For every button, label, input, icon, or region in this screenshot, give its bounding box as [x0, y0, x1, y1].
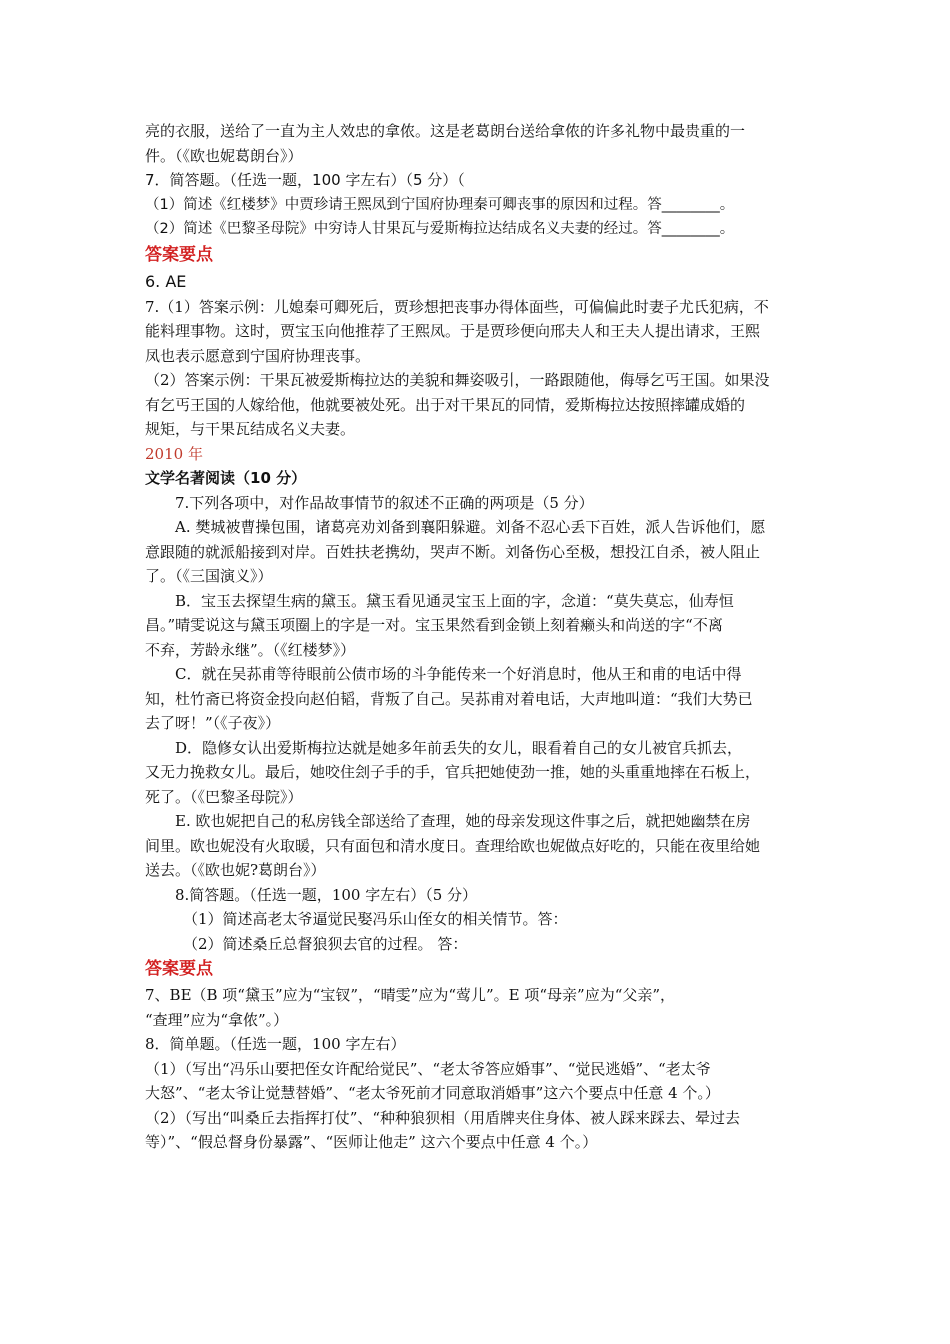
option-a-cont: 意跟随的就派船接到对岸。百姓扶老携幼，哭声不断。刘备伤心至极，想投江自杀，被人阻止: [145, 542, 761, 561]
question-8-prompt: 8.简答题。（任选一题，100 字左右）（5 分）: [175, 885, 478, 904]
answer-8-line: 8．简单题。（任选一题，100 字左右）: [145, 1035, 406, 1053]
answer-7-line: 规矩，与干果瓦结成名义夫妻。: [145, 420, 356, 438]
option-b-cont: 不弃，芳龄永继”。（《红楼梦》）: [145, 640, 356, 659]
answer-7-line: 7、BE（B 项“黛玉”应为“宝钗”，“晴雯”应为“莺儿”。E 项“母亲”应为“父亲”，: [145, 986, 676, 1004]
document-body: [145, 119, 810, 1155]
question-7-option-2: （2）简述《巴黎圣母院》中穷诗人甘果瓦与爱斯梅拉达结成名义夫妻的经过。答________。: [145, 221, 735, 237]
answer-8-line: （1）（写出“冯乐山要把侄女许配给觉民”、“老太爷答应婚事”、“觉民逃婚”、“老太爷: [145, 1059, 711, 1078]
text-line: 亮的衣服，送给了一直为主人效忠的拿侬。这是老葛朗台送给拿侬的许多礼物中最贵重的一: [145, 122, 746, 140]
year-heading: 2010 年: [145, 444, 203, 463]
question-8-option-2: （2）简述桑丘总督狼狈去官的过程。 答：: [183, 934, 468, 953]
answer-6: 6. AE: [145, 271, 187, 291]
text-line: 件。（《欧也妮葛朗台》）: [145, 146, 303, 165]
answer-8-line: 大怒”、“老太爷让觉慧替婚”、“老太爷死前才同意取消婚事”这六个要点中任意 4 个。）: [145, 1084, 720, 1102]
question-8-option-1: （1）简述高老太爷逼觉民娶冯乐山侄女的相关情节。答：: [183, 910, 568, 928]
option-a: A. 樊城被曹操包围，诸葛亮劝刘备到襄阳躲避。刘备不忍心丢下百姓，派人告诉他们，愿: [175, 518, 766, 536]
answer-heading: 答案要点: [145, 959, 213, 979]
option-b-cont: 昌。”晴雯说这与黛玉项圈上的字是一对。宝玉果然看到金锁上刻着癞头和尚送的字“不离: [145, 616, 723, 634]
answer-8-line: 等）”、“假总督身份暴露”、“医师让他走” 这六个要点中任意 4 个。）: [145, 1133, 598, 1151]
answer-heading: 答案要点: [145, 244, 213, 265]
section-title: 文学名著阅读（10 分）: [145, 469, 307, 487]
question-7-option-1: （1）简述《红楼梦》中贾珍请王熙凤到宁国府协理秦可卿丧事的原因和过程。答________。: [145, 196, 735, 213]
option-c-cont: 知，杜竹斋已将资金投向赵伯韬，背叛了自己。吴荪甫对着电话，大声地叫道：“我们大势已: [145, 689, 753, 708]
option-a-cont: 了。（《三国演义》）: [145, 567, 273, 585]
option-c: C．就在吴荪甫等待眼前公债市场的斗争能传来一个好消息时，他从王和甫的电话中得: [175, 665, 742, 683]
question-7-prompt: 7.下列各项中，对作品故事情节的叙述不正确的两项是（5 分）: [175, 493, 594, 512]
option-e-cont: 送去。（《欧也妮?葛朗台》）: [145, 861, 326, 879]
option-d: D．隐修女认出爱斯梅拉达就是她多年前丢失的女儿，眼看着自己的女儿被官兵抓去，: [175, 738, 743, 757]
option-e-cont: 间里。欧也妮没有火取暖，只有面包和清水度日。查理给欧也妮做点好吃的，只能在夜里给她: [145, 836, 761, 855]
question-7-heading: 7．简答题。（任选一题，100 字左右）（5 分）（: [145, 171, 465, 189]
answer-7-line: 凤也表示愿意到宁国府协理丧事。: [145, 346, 371, 365]
option-e: E. 欧也妮把自己的私房钱全部送给了查理，她的母亲发现这件事之后，就把她幽禁在房: [175, 812, 751, 830]
answer-7-line: 能料理事物。这时，贾宝玉向他推荐了王熙凤。于是贾珍便向邢夫人和王夫人提出请求，王熙: [145, 322, 761, 340]
option-c-cont: 去了呀！”（《子夜》）: [145, 714, 281, 732]
answer-8-line: （2）（写出“叫桑丘去指挥打仗”、“种种狼狈相（用盾牌夹住身体、被人踩来踩去、晕过去: [145, 1108, 741, 1127]
option-d-cont: 又无力挽救女儿。最后，她咬住刽子手的手，官兵把她使劲一推，她的头重重地摔在石板上，: [145, 763, 761, 781]
answer-7-line: 7.（1）答案示例：儿媳秦可卿死后，贾珍想把丧事办得体面些，可偏偏此时妻子尤氏犯病，不: [145, 297, 769, 316]
answer-7-line: 有乞丐王国的人嫁给他，他就要被处死。出于对干果瓦的同情，爱斯梅拉达按照摔罐成婚的: [145, 395, 746, 414]
answer-7-line: “查理”应为“拿侬”。）: [145, 1010, 289, 1029]
answer-7-line: （2）答案示例：干果瓦被爱斯梅拉达的美貌和舞姿吸引，一路跟随他，侮辱乞丐王国。如果没: [145, 371, 770, 389]
option-d-cont: 死了。（《巴黎圣母院》）: [145, 787, 303, 806]
option-b: B．宝玉去探望生病的黛玉。黛玉看见通灵宝玉上面的字，念道：“莫失莫忘，仙寿恒: [175, 591, 734, 610]
